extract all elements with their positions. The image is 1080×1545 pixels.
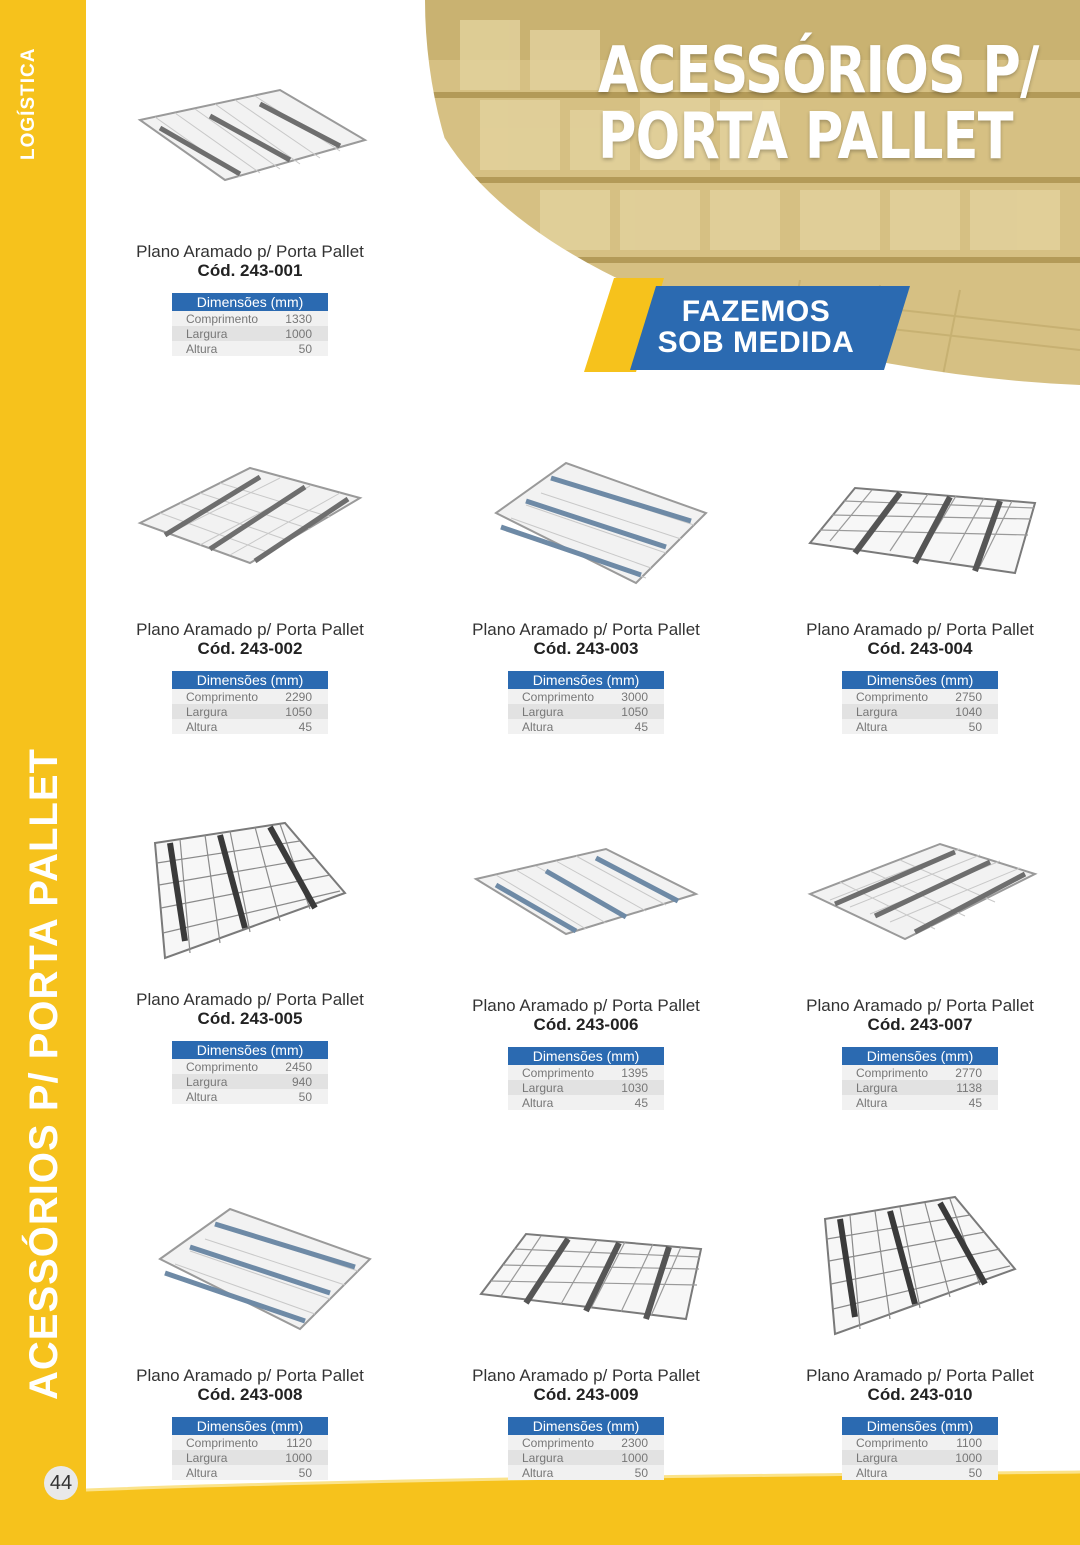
dimensions-table: Dimensões (mm) Comprimento 1100 Largura 1000 Altura 50 bbox=[842, 1417, 998, 1480]
dimensions-table: Dimensões (mm) Comprimento 1120 Largura 1000 Altura 50 bbox=[172, 1417, 328, 1480]
dimensions-table: Dimensões (mm) Comprimento 2450 Largura 940 Altura 50 bbox=[172, 1041, 328, 1104]
page-title: ACESSÓRIOS P/ PORTA PALLET bbox=[598, 34, 1039, 174]
product-name: Plano Aramado p/ Porta Pallet bbox=[136, 990, 364, 1009]
product-name: Plano Aramado p/ Porta Pallet bbox=[136, 1366, 364, 1385]
dimensions-table: Dimensões (mm) Comprimento 2290 Largura 1050 Altura 45 bbox=[172, 671, 328, 734]
product-card-243-010 bbox=[770, 1174, 1070, 1480]
product-name: Plano Aramado p/ Porta Pallet bbox=[806, 1366, 1034, 1385]
dimensions-table: Dimensões (mm) Comprimento 3000 Largura 1050 Altura 45 bbox=[508, 671, 664, 734]
product-card-243-004 bbox=[770, 428, 1070, 734]
dimensions-table: Dimensões (mm) Comprimento 2300 Largura 1000 Altura 50 bbox=[508, 1417, 664, 1480]
wire-deck-image bbox=[100, 428, 400, 618]
product-name: Plano Aramado p/ Porta Pallet bbox=[472, 1366, 700, 1385]
product-code: Cód. 243-005 bbox=[197, 1009, 303, 1028]
dimensions-table: Dimensões (mm) Comprimento 1395 Largura 1030 Altura 45 bbox=[508, 1047, 664, 1110]
product-name: Plano Aramado p/ Porta Pallet bbox=[472, 996, 700, 1015]
product-card-243-002 bbox=[100, 428, 400, 734]
product-card-243-008 bbox=[100, 1174, 400, 1480]
wire-deck-image bbox=[100, 1174, 400, 1364]
wire-deck-image bbox=[100, 50, 400, 240]
wire-deck-image bbox=[770, 1174, 1070, 1364]
product-code: Cód. 243-004 bbox=[867, 639, 973, 658]
product-code: Cód. 243-006 bbox=[533, 1015, 639, 1034]
product-code: Cód. 243-008 bbox=[197, 1385, 303, 1404]
wire-deck-image bbox=[436, 1174, 736, 1364]
wire-deck-image bbox=[770, 804, 1070, 994]
product-code: Cód. 243-007 bbox=[867, 1015, 973, 1034]
product-name: Plano Aramado p/ Porta Pallet bbox=[136, 242, 364, 261]
product-name: Plano Aramado p/ Porta Pallet bbox=[806, 620, 1034, 639]
product-name: Plano Aramado p/ Porta Pallet bbox=[472, 620, 700, 639]
wire-deck-image bbox=[436, 804, 736, 994]
product-code: Cód. 243-010 bbox=[867, 1385, 973, 1404]
dimensions-table: Dimensões (mm) Comprimento 2750 Largura 1040 Altura 50 bbox=[842, 671, 998, 734]
section-title-vertical: ACESSÓRIOS P/ PORTA PALLET bbox=[22, 748, 66, 1400]
product-name: Plano Aramado p/ Porta Pallet bbox=[136, 620, 364, 639]
wire-deck-image bbox=[770, 428, 1070, 618]
wire-deck-image bbox=[100, 798, 400, 988]
product-code: Cód. 243-009 bbox=[533, 1385, 639, 1404]
page-number: 44 bbox=[44, 1466, 78, 1500]
banner-text: FAZEMOS SOB MEDIDA bbox=[657, 295, 855, 359]
product-name: Plano Aramado p/ Porta Pallet bbox=[806, 996, 1034, 1015]
wire-deck-image bbox=[436, 428, 736, 618]
product-code: Cód. 243-001 bbox=[197, 261, 303, 280]
product-card-243-009 bbox=[436, 1174, 736, 1480]
product-code: Cód. 243-003 bbox=[533, 639, 639, 658]
dimensions-table: Dimensões (mm) Comprimento 1330 Largura 1000 Altura 50 bbox=[172, 293, 328, 356]
product-card-243-007 bbox=[770, 804, 1070, 1110]
product-card-243-005 bbox=[100, 798, 400, 1104]
product-card-243-001 bbox=[100, 50, 400, 356]
product-card-243-006 bbox=[436, 804, 736, 1110]
sidebar bbox=[0, 0, 86, 1545]
footer-strip bbox=[0, 1470, 1080, 1545]
section-label: LOGÍSTICA bbox=[18, 47, 39, 160]
product-card-243-003 bbox=[436, 428, 736, 734]
dimensions-table: Dimensões (mm) Comprimento 2770 Largura 1138 Altura 45 bbox=[842, 1047, 998, 1110]
product-code: Cód. 243-002 bbox=[197, 639, 303, 658]
